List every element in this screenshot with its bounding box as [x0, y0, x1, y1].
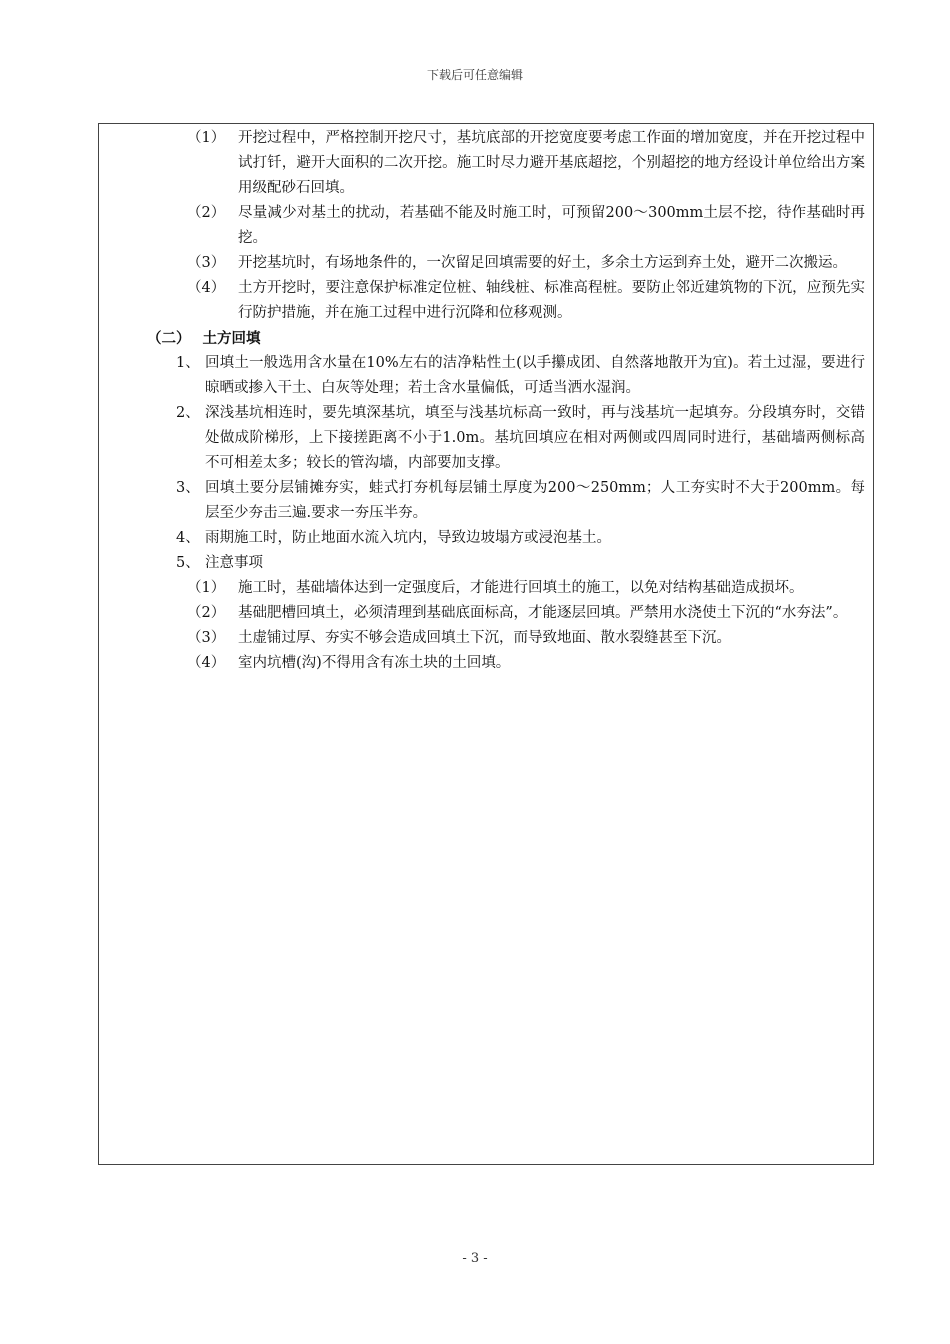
page-header: 下载后可任意编辑 [426, 68, 523, 82]
list-item [99, 251, 873, 276]
item-text: 注意事项 [205, 555, 263, 571]
note-number: （2） [187, 605, 226, 621]
section-label: （二） [147, 330, 191, 347]
note-item [99, 626, 873, 651]
list-item [99, 351, 873, 401]
item-number: （2） [187, 205, 226, 221]
item-text: 回填土要分层铺摊夯实，蛙式打夯机每层铺土厚度为200～250mm；人工夯实时不大于200mm。每层至少夯击三遍.要求一夯压半夯。 [205, 480, 865, 521]
item-number: （4） [187, 280, 226, 296]
content-box [98, 123, 874, 1165]
list-item [99, 276, 873, 326]
item-text: 回填土一般选用含水量在10%左右的洁净粘性土(以手攥成团、自然落地散开为宜)。若土过湿，要进行晾晒或掺入干土、白灰等处理；若土含水量偏低，可适当洒水湿润。 [205, 355, 865, 396]
item-number: （1） [187, 130, 226, 146]
note-text: 基础肥槽回填土，必须清理到基础底面标高，才能逐层回填。严禁用水浇使土下沉的“水夯法”。 [238, 605, 848, 621]
note-text: 施工时，基础墙体达到一定强度后，才能进行回填土的施工，以免对结构基础造成损坏。 [238, 580, 804, 596]
item-text: 雨期施工时，防止地面水流入坑内，导致边坡塌方或浸泡基土。 [205, 530, 611, 546]
list-item [99, 126, 873, 201]
item-number: 2、 [176, 405, 200, 421]
note-number: （1） [187, 580, 226, 596]
note-text: 室内坑槽(沟)不得用含有冻土块的土回填。 [238, 655, 511, 671]
list-item [99, 401, 873, 476]
item-number: 3、 [176, 480, 200, 496]
note-item [99, 651, 873, 676]
note-number: （3） [187, 630, 226, 646]
item-text: 深浅基坑相连时，要先填深基坑，填至与浅基坑标高一致时，再与浅基坑一起填夯。分段填夯时，交错处做成阶梯形，上下接搓距离不小于1.0m。基坑回填应在相对两侧或四周同时进行，基础墙两侧标高不可相差太多；较长的管沟墙，内部要加支撑。 [205, 405, 865, 471]
item-number: 5、 [176, 555, 200, 571]
item-number: 4、 [176, 530, 200, 546]
item-number: 1、 [176, 355, 200, 371]
note-item [99, 576, 873, 601]
section-title: 土方回填 [202, 330, 261, 347]
page-number: - 3 - [462, 1251, 488, 1266]
item-number: （3） [187, 255, 226, 271]
note-item [99, 601, 873, 626]
list-item [99, 476, 873, 526]
item-text: 开挖过程中，严格控制开挖尺寸，基坑底部的开挖宽度要考虑工作面的增加宽度，并在开挖过程中试打钎，避开大面积的二次开挖。施工时尽力避开基底超挖，个别超挖的地方经设计单位给出方案用级配砂石回填。 [238, 130, 865, 196]
item-text: 尽量减少对基土的扰动，若基础不能及时施工时，可预留200～300mm土层不挖，待作基础时再挖。 [238, 205, 865, 246]
list-item [99, 551, 873, 576]
note-number: （4） [187, 655, 226, 671]
content-body [99, 126, 873, 676]
note-text: 土虚铺过厚、夯实不够会造成回填土下沉，而导致地面、散水裂缝甚至下沉。 [238, 630, 731, 646]
item-text: 开挖基坑时，有场地条件的，一次留足回填需要的好土，多余土方运到弃土处，避开二次搬运。 [238, 255, 847, 271]
section-heading [99, 326, 873, 351]
item-text: 土方开挖时，要注意保护标准定位桩、轴线桩、标准高程桩。要防止邻近建筑物的下沉，应预先实行防护措施，并在施工过程中进行沉降和位移观测。 [238, 280, 865, 321]
list-item [99, 526, 873, 551]
list-item [99, 201, 873, 251]
